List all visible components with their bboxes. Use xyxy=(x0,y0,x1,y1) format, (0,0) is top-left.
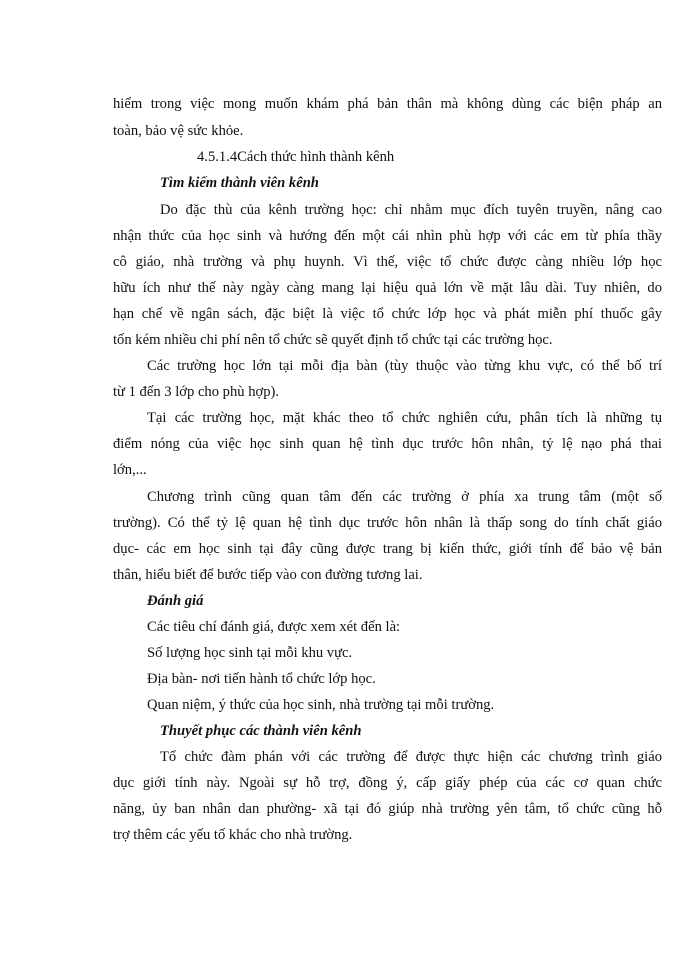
body-line: Địa bàn- nơi tiến hành tổ chức lớp học. xyxy=(147,671,376,687)
subheading-persuade-members: Thuyết phục các thành viên kênh xyxy=(160,723,362,739)
body-line: trường). Có thể tỷ lệ quan hệ tình dục trước hôn nhân là thấp song do tính chất giáo xyxy=(113,515,662,531)
body-line: trợ thêm các yếu tố khác cho nhà trường. xyxy=(113,827,353,843)
body-line: tốn kém nhiều chi phí nên tổ chức sẽ quyết định tổ chức tại các trường học. xyxy=(113,332,553,348)
body-line: nhận thức của học sinh và hướng đến một cái nhìn phù hợp với các em từ phía thầy xyxy=(113,228,662,244)
body-line: Tại các trường học, mặt khác theo tổ chức nghiên cứu, phân tích là những tụ xyxy=(147,410,662,426)
body-line: Số lượng học sinh tại mỗi khu vực. xyxy=(147,645,353,661)
body-line: từ 1 đến 3 lớp cho phù hợp). xyxy=(113,384,280,400)
body-line: điểm nóng của việc học sinh quan hệ tình dục trước hôn nhân, tỷ lệ nạo phá thai xyxy=(113,436,662,452)
body-line: Chương trình cũng quan tâm đến các trường ở phía xa trung tâm (một số xyxy=(147,489,662,505)
body-line: toàn, bảo vệ sức khỏe. xyxy=(113,123,244,139)
body-line: cô giáo, nhà trường và phụ huynh. Vì thế, việc tổ chức được càng nhiều lớp học xyxy=(113,254,662,270)
body-line: Quan niệm, ý thức của học sinh, nhà trường tại mỗi trường. xyxy=(147,697,495,713)
body-line: hữu ích như thế này ngày càng mang lại hiệu quả lớn về mặt lâu dài. Tuy nhiên, do xyxy=(113,280,662,296)
body-line: hiểm trong việc mong muốn khám phá bản thân mà không dùng các biện pháp an xyxy=(113,96,662,112)
body-line: Tổ chức đàm phán với các trường để được thực hiện các chương trình giáo xyxy=(160,749,662,765)
section-heading: 4.5.1.4Cách thức hình thành kênh xyxy=(197,149,395,165)
body-line: Do đặc thù của kênh trường học: chỉ nhằm mục đích tuyên truyền, nâng cao xyxy=(160,202,662,218)
body-line: lớn,... xyxy=(113,462,147,478)
body-line: Các tiêu chí đánh giá, được xem xét đến là: xyxy=(147,619,401,635)
body-line: dục- các em học sinh tại đây cũng được trang bị kiến thức, giới tính để bảo vệ bản xyxy=(113,541,662,557)
body-line: Các trường học lớn tại mỗi địa bàn (tùy thuộc vào từng khu vực, có thể bố trí xyxy=(147,358,662,374)
body-line: thân, hiểu biết để bước tiếp vào con đường tương lai. xyxy=(113,567,423,583)
body-line: hạn chế về ngân sách, đặc biệt là việc tổ chức lớp học và phát miễn phí thuốc gây xyxy=(113,306,662,322)
body-line: năng, ủy ban nhân dan phường- xã tại đó giúp nhà trường yên tâm, tổ chức cũng hỗ xyxy=(113,801,662,817)
subheading-evaluation: Đánh giá xyxy=(147,593,204,609)
subheading-find-members: Tìm kiếm thành viên kênh xyxy=(160,175,319,191)
body-line: dục giới tính này. Ngoài sự hỗ trợ, đồng ý, cấp giấy phép của các cơ quan chức xyxy=(113,775,662,791)
